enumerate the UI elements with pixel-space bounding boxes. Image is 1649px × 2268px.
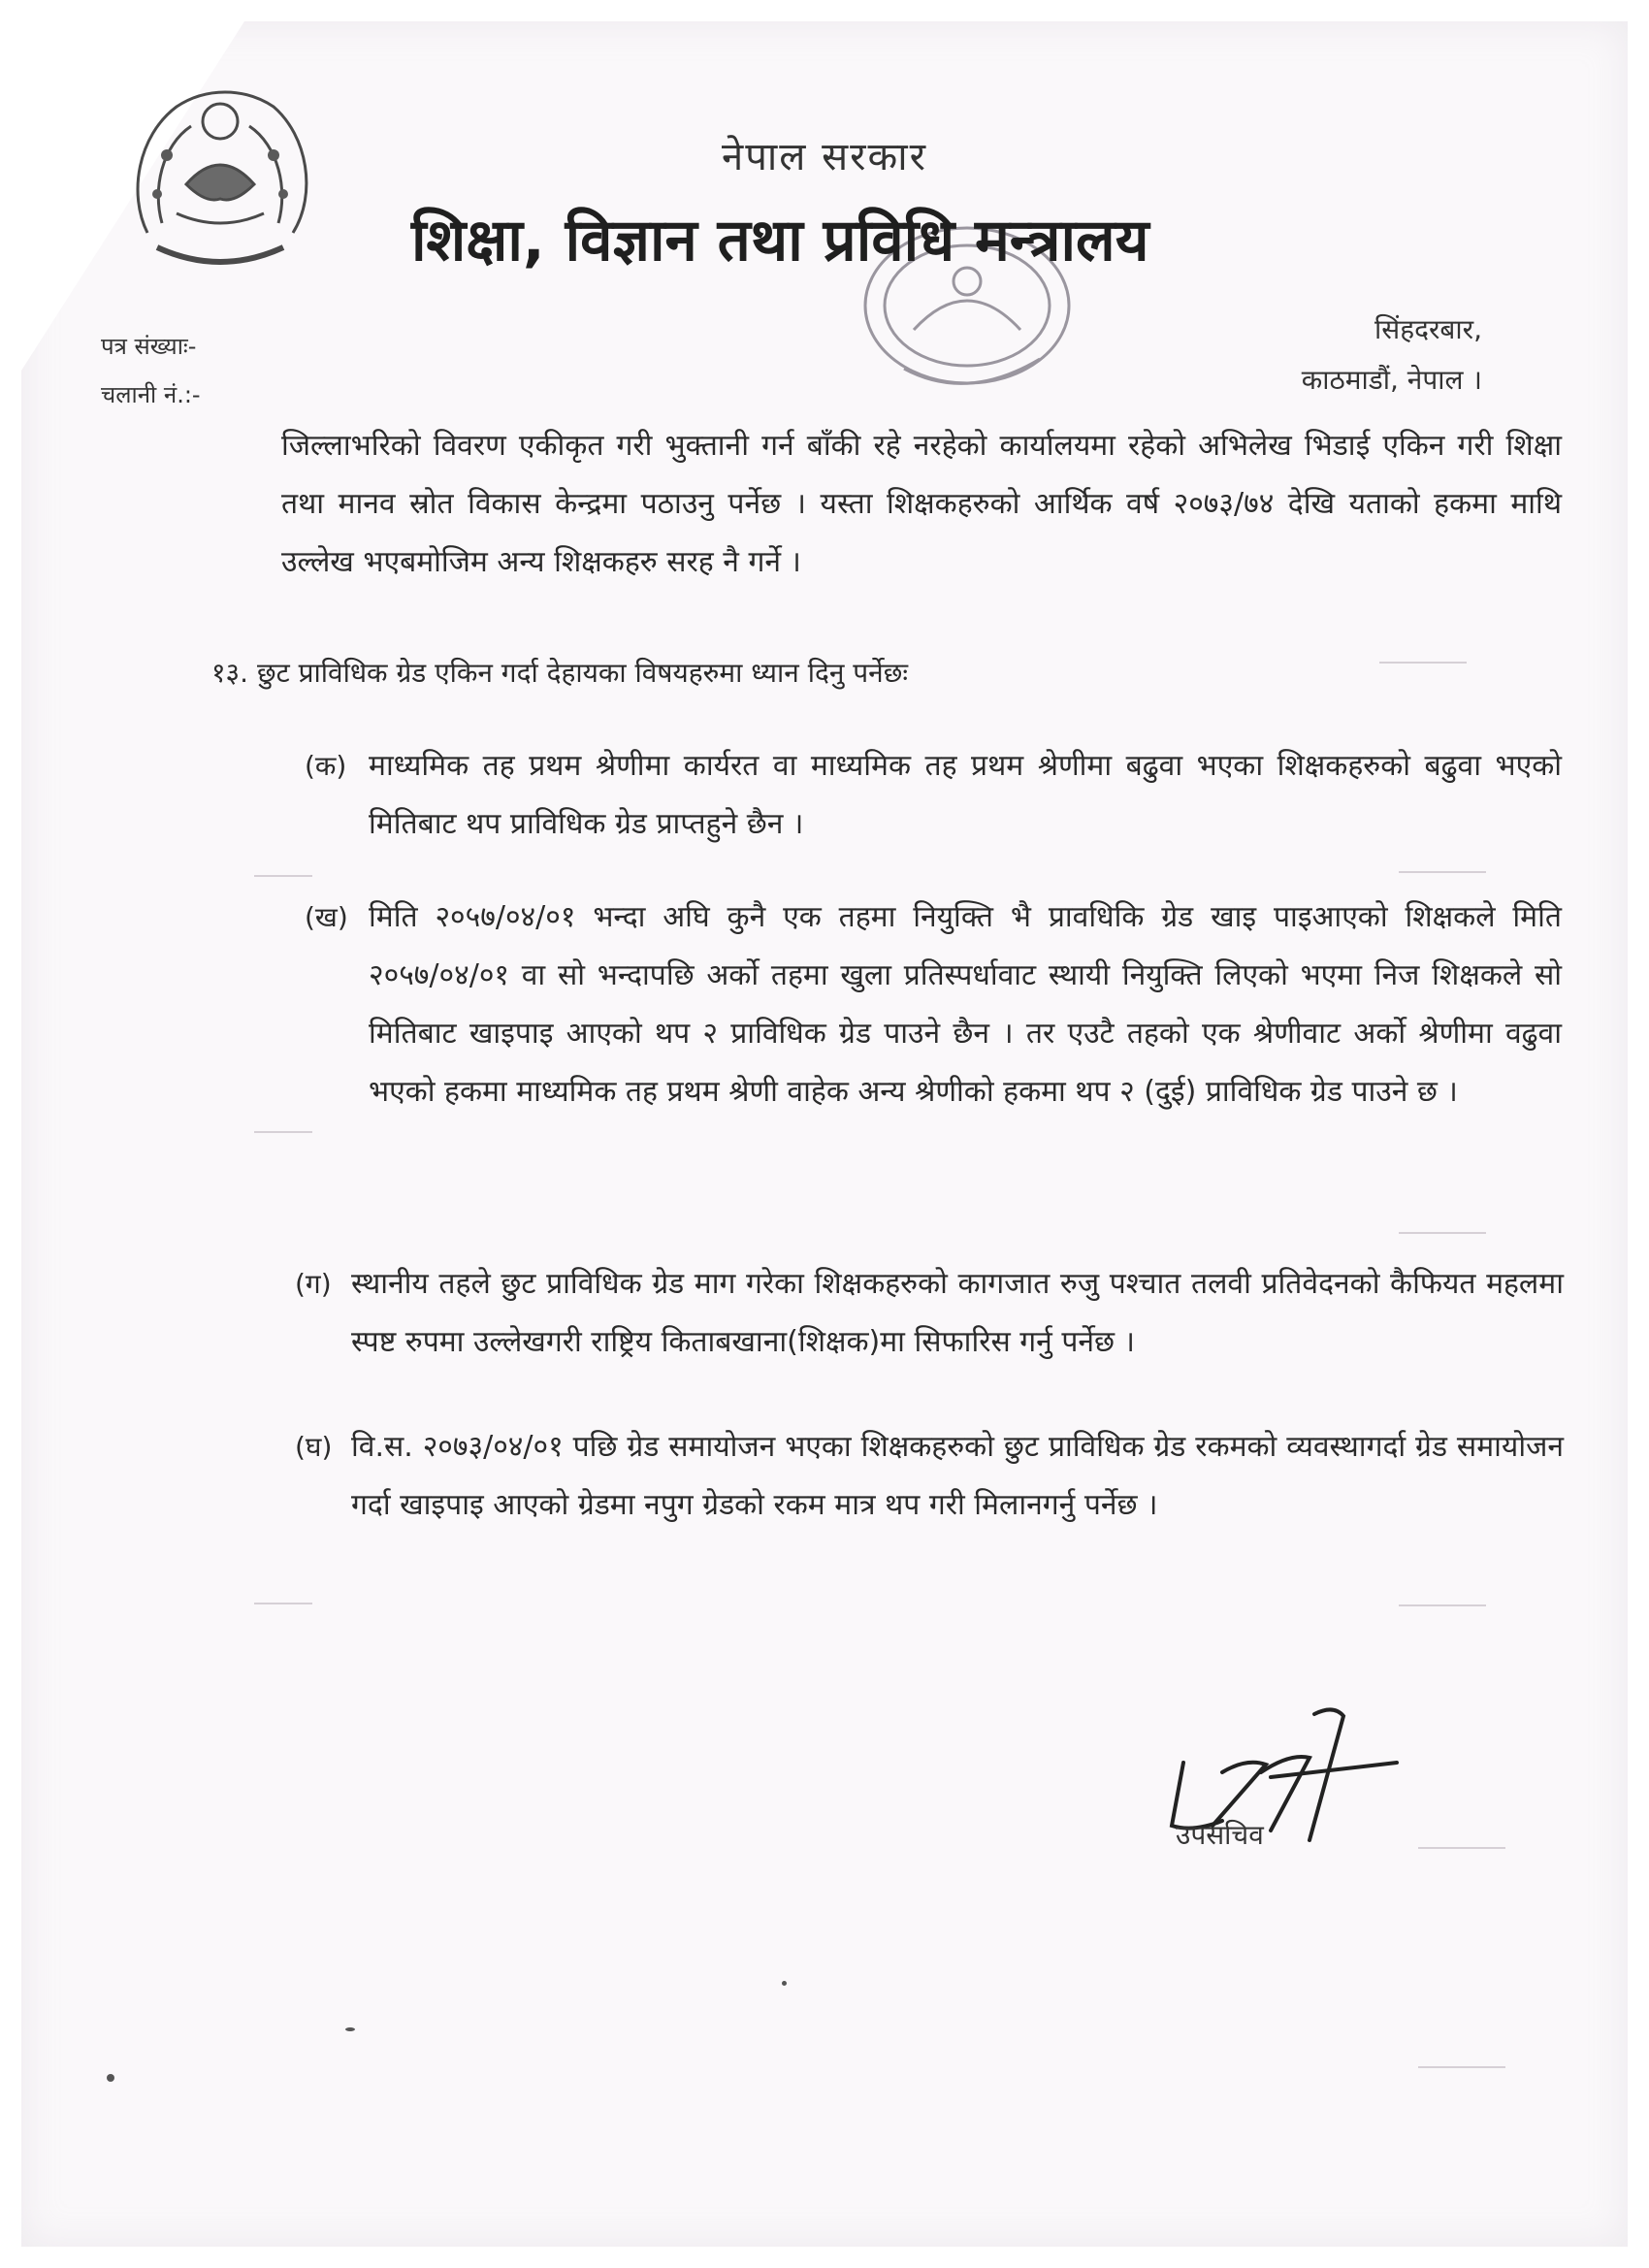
item-text-kha: मिति २०५७/०४/०१ भन्दा अघि कुनै एक तहमा नियुक्ति भै प्रावधिकि ग्रेड खाइ पाइआएको शिक्षकले मिति २०५७/०४/०१ वा सो भन्दापछि अर्को तहमा खुला प्रतिस्पर्धावाट स्थायी नियुक्ति लिएको भएमा निज शिक्षकले सो मितिबाट खाइपाइ आएको थप २ प्राविधिक ग्रेड पाउने छैन । तर एउटै तहको एक श्रेणीवाट अर्को श्रेणीमा वढुवा भएको हकमा माध्यमिक तह प्रथम श्रेणी वाहेक अन्य श्रेणीको हकमा थप २ (दुई) प्राविधिक ग्रेड पाउने छ ।: [369, 900, 1562, 1109]
address-line-1: सिंहदरबार,: [1374, 313, 1482, 345]
item-text-gha: वि.स. २०७३/०४/०१ पछि ग्रेड समायोजन भएका शिक्षकहरुको छुट प्राविधिक ग्रेड रकमको व्यवस्थागर्दा ग्रेड समायोजन गर्दा खाइपाइ आएको ग्रेडमा नपुग ग्रेडको रकम मात्र थप गरी मिलानगर्नु पर्नेछ ।: [351, 1430, 1565, 1522]
scan-mark: [1379, 662, 1467, 664]
signatory-designation: उपसचिव: [1176, 1819, 1264, 1851]
letter-number-label: पत्र संख्याः-: [101, 333, 197, 360]
letter-page: [21, 21, 1628, 2247]
scan-mark: [254, 1131, 312, 1133]
scan-mark: [1399, 1604, 1486, 1606]
scan-mark: [254, 1603, 312, 1604]
item-text-ga: स्थानीय तहले छुट प्राविधिक ग्रेड माग गरेका शिक्षकहरुको कागजात रुजु पश्चात तलवी प्रतिवेदनको कैफियत महलमा स्पष्ट रुपमा उल्लेखगरी राष्ट्रिय किताबखाना(शिक्षक)मा सिफारिस गर्नु पर्नेछ ।: [351, 1267, 1564, 1359]
intro-paragraph: जिल्लाभरिको विवरण एकीकृत गरी भुक्तानी गर्न बाँकी रहे नरहेको कार्यालयमा रहेको अभिलेख भिडाई एकिन गरी शिक्षा तथा मानव स्रोत विकास केन्द्रमा पठाउनु पर्नेछ । यस्ता शिक्षकहरुको आर्थिक वर्ष २०७३/७४ देखि यताको हकमा माथि उल्लेख भएबमोजिम अन्य शिक्षकहरु सरह नै गर्ने ।: [281, 429, 1562, 579]
government-name: नेपाल सरकार: [722, 135, 927, 179]
section-heading: [211, 644, 1569, 702]
item-marker-gha: (घ): [295, 1431, 333, 1463]
scan-mark: [1418, 2066, 1505, 2068]
item-marker-kha: (ख): [305, 901, 348, 933]
scan-mark: [254, 875, 312, 877]
item-marker-ga: (ग): [295, 1268, 332, 1300]
dispatch-number-label: चलानी नं.:-: [101, 381, 201, 408]
item-marker-ka: (क): [305, 750, 347, 782]
address-line-2: काठमाडौं, नेपाल ।: [1301, 364, 1482, 396]
item-text-ka: माध्यमिक तह प्रथम श्रेणीमा कार्यरत वा माध्यमिक तह प्रथम श्रेणीमा बढुवा भएका शिक्षकहरुको बढुवा भएको मितिबाट थप प्राविधिक ग्रेड प्राप्तहुने छैन ।: [369, 749, 1562, 841]
ministry-name: शिक्षा, विज्ञान तथा प्रविधि मन्त्रालय: [411, 207, 1149, 275]
section-heading-text: छुट प्राविधिक ग्रेड एकिन गर्दा देहायका विषयहरुमा ध्यान दिनु पर्नेछः: [256, 657, 908, 689]
scan-mark: [1418, 1847, 1505, 1849]
scan-speck: [345, 2027, 355, 2031]
section-number: १३.: [211, 657, 249, 689]
scan-mark: [1399, 871, 1486, 873]
scan-speck: [107, 2074, 114, 2082]
scan-speck: [782, 1981, 787, 1986]
scan-mark: [1399, 1232, 1486, 1234]
